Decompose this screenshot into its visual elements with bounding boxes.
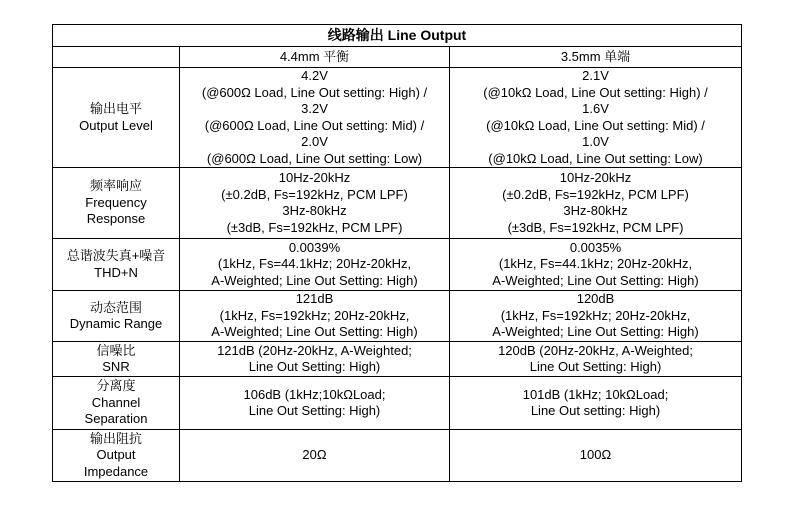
- value-line: (1kHz, Fs=44.1kHz; 20Hz-20kHz,: [217, 256, 412, 272]
- value-line: 4.2V: [301, 68, 328, 83]
- table-row: [53, 430, 742, 482]
- label-cn: 输出阻抗: [89, 430, 142, 446]
- value-line: 120dB (20Hz-20kHz, A-Weighted;: [498, 342, 693, 358]
- value-cell-balanced: [180, 239, 450, 291]
- value-line: 121dB (20Hz-20kHz, A-Weighted;: [217, 342, 412, 358]
- label-cn: 总谐波失真+噪音: [66, 248, 166, 263]
- column-header-single-ended: 3.5mm 单端: [450, 47, 742, 68]
- line-output-spec-table: [52, 24, 742, 482]
- value-line: A-Weighted; Line Out Setting: High): [211, 272, 418, 288]
- value-cell-balanced: [180, 168, 450, 239]
- label-cn: 动态范围: [89, 299, 142, 315]
- table-row: [53, 168, 742, 239]
- label-en: Output: [96, 447, 136, 463]
- corner-cell: [53, 47, 180, 68]
- label-en: THD+N: [94, 264, 138, 280]
- label-en: Response: [86, 211, 146, 227]
- value-cell-balanced: [180, 342, 450, 377]
- label-en: Output Level: [79, 117, 153, 133]
- value-line: (@600Ω Load, Line Out setting: Mid) /: [204, 117, 425, 133]
- value-cell-balanced: [180, 291, 450, 342]
- row-label: [53, 68, 180, 168]
- value-line: (@600Ω Load, Line Out setting: High) /: [201, 84, 428, 100]
- value-cell-balanced: [180, 377, 450, 430]
- value-cell-balanced: [180, 430, 450, 482]
- value-line: 10Hz-20kHz: [278, 170, 351, 185]
- value-line: (1kHz, Fs=44.1kHz; 20Hz-20kHz,: [498, 256, 693, 272]
- value-line: (@10kΩ Load, Line Out setting: Low): [488, 150, 703, 166]
- value-line: A-Weighted; Line Out Setting: High): [492, 272, 699, 288]
- value-line: A-Weighted; Line Out Setting: High): [492, 324, 699, 340]
- value-line: (1kHz, Fs=192kHz; 20Hz-20kHz,: [219, 307, 410, 323]
- value-line: 0.0035%: [569, 239, 622, 255]
- row-label: [53, 291, 180, 342]
- label-cn: 分离度: [96, 378, 136, 394]
- label-cn: 输出电平: [89, 101, 142, 116]
- value-cell-single-ended: [450, 342, 742, 377]
- value-line: 106dB (1kHz;10kΩLoad;: [243, 386, 386, 402]
- row-label: [53, 239, 180, 291]
- value-cell-single-ended: [450, 168, 742, 239]
- value-line: 120dB: [576, 291, 615, 307]
- table-row: [53, 377, 742, 430]
- value-cell-balanced: [180, 68, 450, 168]
- value-line: 0.0039%: [288, 239, 341, 255]
- value-line: (@600Ω Load, Line Out setting: Low): [206, 150, 423, 166]
- value-line: 121dB: [295, 291, 334, 307]
- value-line: 2.1V: [582, 68, 609, 83]
- table-row: [53, 68, 742, 168]
- value-cell-single-ended: [450, 239, 742, 291]
- value-line: Line Out Setting: High): [248, 403, 381, 418]
- label-en: SNR: [102, 359, 130, 374]
- value-line: 100Ω: [579, 447, 612, 463]
- value-line: (1kHz, Fs=192kHz; 20Hz-20kHz,: [500, 307, 691, 323]
- column-header-balanced: 4.4mm 平衡: [180, 47, 450, 68]
- value-line: 101dB (1kHz; 10kΩLoad;: [522, 386, 669, 402]
- title-row: [53, 25, 742, 47]
- value-line: 3Hz-80kHz: [563, 203, 628, 218]
- value-line: 2.0V: [301, 134, 328, 149]
- value-line: (±3dB, Fs=192kHz, PCM LPF): [507, 219, 684, 235]
- table-row: [53, 239, 742, 291]
- value-line: Line Out Setting: High): [248, 359, 381, 374]
- value-cell-single-ended: [450, 430, 742, 482]
- value-line: 1.6V: [582, 101, 609, 116]
- value-line: Line Out setting: High): [530, 403, 661, 418]
- row-label: [53, 430, 180, 482]
- row-label: [53, 342, 180, 377]
- value-line: 10Hz-20kHz: [559, 170, 632, 185]
- row-label: [53, 377, 180, 430]
- value-line: (±0.2dB, Fs=192kHz, PCM LPF): [221, 186, 408, 202]
- label-cn: 频率响应: [89, 178, 142, 194]
- label-en: Frequency: [85, 194, 147, 210]
- table-row: [53, 291, 742, 342]
- value-line: (@10kΩ Load, Line Out setting: Mid) /: [486, 117, 705, 133]
- column-header-row: [53, 47, 742, 68]
- table-title: 线路输出 Line Output: [53, 25, 742, 47]
- value-cell-single-ended: [450, 377, 742, 430]
- value-line: 3Hz-80kHz: [282, 203, 347, 218]
- value-line: (@10kΩ Load, Line Out setting: High) /: [483, 84, 708, 100]
- label-cn: 信噪比: [96, 342, 136, 358]
- label-en: Separation: [84, 411, 148, 427]
- label-en: Impedance: [83, 463, 149, 479]
- label-en: Dynamic Range: [69, 316, 163, 331]
- value-line: 3.2V: [301, 101, 328, 116]
- row-label: [53, 168, 180, 239]
- value-cell-single-ended: [450, 68, 742, 168]
- value-line: (±3dB, Fs=192kHz, PCM LPF): [226, 219, 403, 235]
- value-line: A-Weighted; Line Out Setting: High): [211, 324, 418, 340]
- value-line: 1.0V: [582, 134, 609, 149]
- value-line: Line Out Setting: High): [529, 359, 662, 374]
- value-line: 20Ω: [302, 447, 327, 463]
- table-row: [53, 342, 742, 377]
- value-line: (±0.2dB, Fs=192kHz, PCM LPF): [502, 186, 689, 202]
- label-en: Channel: [91, 394, 141, 410]
- value-cell-single-ended: [450, 291, 742, 342]
